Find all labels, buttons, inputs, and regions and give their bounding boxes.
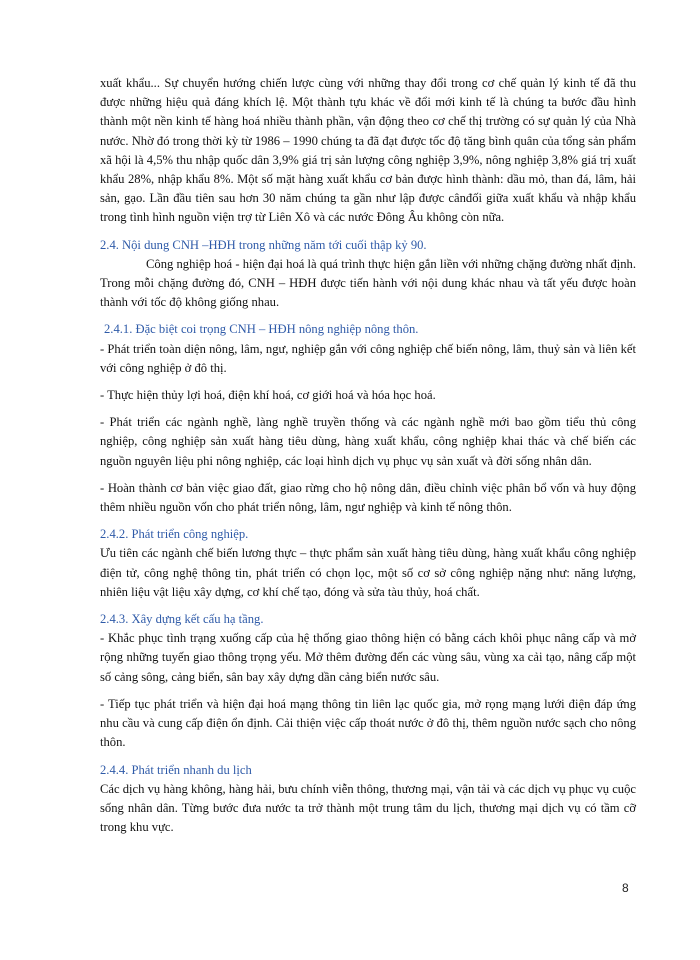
bullet-telecom-power-water: - Tiếp tục phát triển và hiện đại hoá mạng thông tin liên lạc quốc gia, mở rọng mạng lưới điện đáp ứng nhu cầu và cung cấp điện ổn định. Cải thiện việc cấp thoát nước ở đô thị, thêm nguồn nước sạch cho nông thôn. bbox=[100, 696, 636, 750]
document-body bbox=[100, 74, 636, 837]
bullet-agriculture-development: - Phát triển toàn diện nông, lâm, ngư, nghiệp gắn với công nghiệp chế biến nông, lâm, thuỷ sản và liên kết với công nghiệp ở đô thị. bbox=[100, 341, 636, 375]
heading-2-4-1: 2.4.1. Đặc biệt coi trọng CNH – HĐH nông nghiệp nông thôn. bbox=[104, 322, 419, 337]
heading-2-4: 2.4. Nội dung CNH –HĐH trong những năm tới cuối thập kỷ 90. bbox=[100, 237, 427, 252]
bullet-land-allocation: - Hoàn thành cơ bản việc giao đất, giao rừng cho hộ nông dân, điều chỉnh việc phân bổ vốn và huy động thêm nhiều nguồn vốn cho phát triển nông, lâm, ngư nghiệp và kinh tế nông thôn. bbox=[100, 480, 636, 515]
bullet-traditional-crafts: - Phát triển các ngành nghề, làng nghề truyền thống và các ngành nghề mới bao gồm tiểu thủ công nghiệp, công nghiệp sản xuất hàng tiêu dùng, hàng xuất khẩu, công nghiệp khai thác và chế biến các nguồn nguyên liệu phi nông nghiệp, các loại hình dịch vụ phục vụ sản xuất và đời sống nhân dân. bbox=[100, 415, 636, 468]
bullet-irrigation-electrification: - Thực hiện thủy lợi hoá, điện khí hoá, cơ giới hoá và hóa học hoá. bbox=[100, 388, 436, 403]
paragraph-tourism-services: Các dịch vụ hàng không, hàng hải, bưu chính viễn thông, thương mại, vận tải và các dịch vụ phục vụ cuộc sống nhân dân. Từng bước đưa nước ta trở thành một trung tâm du lịch, thương mại dịch vụ có tầm cỡ trong khu vực. bbox=[100, 781, 636, 835]
bullet-transport-infrastructure: - Khắc phục tình trạng xuống cấp của hệ thống giao thông hiện có bằng cách khôi phục nâng cấp và mở rộng những tuyến giao thông trọng yếu. Mở thêm đường đến các vùng sâu, vùng xa cải tạo, nâng cấp một số cảng sông, cảng biển, sân bay xây dựng dần cảng biển nước sâu. bbox=[100, 631, 636, 684]
paragraph-economic-results: xuất khẩu... Sự chuyển hướng chiến lược cùng với những thay đổi trong cơ chế quản lý kinh tế đã thu được những hiệu quả đáng khích lệ. Một thành tựu khác về đổi mới kinh tế là chúng ta bước đầu hình thành một nền kinh tế hàng hoá nhiều thành phần, vận động theo cơ chế thị trường có sự quản lý của Nhà nước. Nhờ đó trong thời kỳ từ 1986 – 1990 chúng ta đã đạt được tốc độ tăng bình quân của tổng sản phẩm xã hội là 4,5% thu nhập quốc dân 3,9% giá trị sản lượng công nghiệp 3,9%, nông nghiệp 3,8% giá trị xuất khẩu 28%, nhập khẩu 8%. Một số mặt hàng xuất khẩu cơ bản được hình thành: dầu mỏ, than đá, lâm, hải sản, gạo. Lần đầu tiên sau hơn 30 năm chúng ta gần như lập được cânđối giữa xuất khẩu và nhập khẩu trong tình hình nguồn viện trợ từ Liên Xô và các nước Đông Âu không còn nữa. bbox=[100, 76, 636, 225]
page-number: 8 bbox=[622, 881, 629, 895]
heading-2-4-3: 2.4.3. Xây dựng kết cấu hạ tầng. bbox=[100, 612, 264, 627]
heading-2-4-4: 2.4.4. Phát triển nhanh du lịch bbox=[100, 762, 252, 777]
heading-2-4-2: 2.4.2. Phát triển công nghiệp. bbox=[100, 527, 249, 542]
paragraph-cnh-hdh-intro: Công nghiệp hoá - hiện đại hoá là quá trình thực hiện gắn liền với những chặng đường nhất định. Trong mỗi chặng đường đó, CNH – HĐH được tiến hành với nội dung khác nhau và tất yếu được hoàn thành với tốc độ không giống nhau. bbox=[100, 256, 636, 310]
paragraph-industry-priorities: Ưu tiên các ngành chế biến lương thực – thực phẩm sản xuất hàng tiêu dùng, hàng xuất khẩu công nghiệp điện tử, công nghệ thông tin, phát triển có chọn lọc, một số cơ sở công nghiệp nặng như: năng lượng, nhiên liệu vật liệu xây dựng, cơ khí chế tạo, đóng và sửa tàu thủy, hoá chất. bbox=[100, 546, 636, 599]
